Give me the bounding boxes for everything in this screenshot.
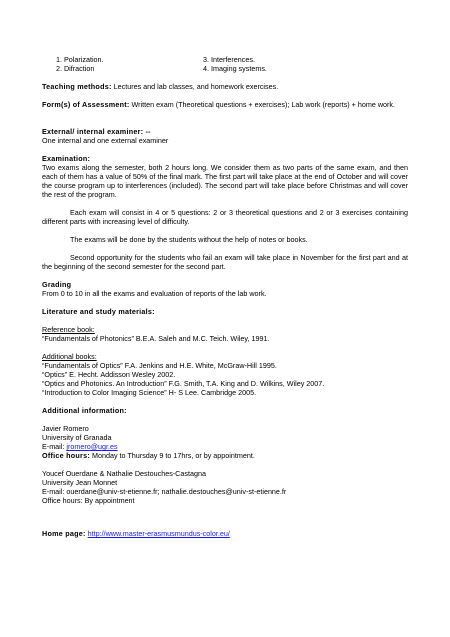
examiner-section xyxy=(42,127,408,145)
office-hours-text: Monday to Thursday 9 to 17hrs, or by appointment. xyxy=(89,451,255,460)
contact-block xyxy=(42,469,408,505)
teaching-methods-section xyxy=(42,82,408,91)
reference-book-label: Reference book: xyxy=(42,325,95,334)
teaching-methods-heading: Teaching methods: xyxy=(42,82,112,91)
teaching-methods-text: Lectures and lab classes, and homework exercises. xyxy=(113,82,279,91)
examination-section xyxy=(42,154,408,199)
topic-item: 3. Interferences. xyxy=(203,55,255,64)
topics-column-left xyxy=(56,55,104,73)
office-hours-label: Office hours: xyxy=(42,451,90,460)
additional-books-block xyxy=(42,352,408,397)
topic-item: 1. Polarization. xyxy=(56,55,104,64)
topic-item: 4. Imaging systems. xyxy=(203,64,267,73)
book-entry: “Fundamentals of Optics” F.A. Jenkins and H.E. White, McGraw-Hill 1995. xyxy=(42,361,277,370)
assessment-text: Written exam (Theoretical questions + exercises); Lab work (reports) + home work. xyxy=(131,100,396,109)
examination-paragraph: Second opportunity for the students who fail an exam will take place in November for the first part and at the beginning of the second semester for the second part. xyxy=(42,253,408,271)
examination-paragraph: Two exams along the semester, both 2 hours long. We consider them as two parts of the same exam, and then each of them has a value of 50% of the final mark. The first part will take place at the end of October and will cover the course program up to interferences (included). The second part will take place before Christmas and will cover the rest of the program. xyxy=(42,163,408,199)
book-entry: “Optics and Photonics. An Introduction” F.G. Smith, T.A. King and D. Wilkins, Wiley 2007. xyxy=(42,379,325,388)
assessment-heading: Form(s) of Assessment: xyxy=(42,100,130,109)
additional-books-label: Additional books: xyxy=(42,352,97,361)
examination-paragraph: The exams will be done by the students without the help of notes or books. xyxy=(70,235,308,244)
grading-text: From 0 to 10 in all the exams and evaluation of reports of the lab work. xyxy=(42,289,267,298)
home-page-link[interactable]: http://www.master-erasmusmundus-color.eu/ xyxy=(87,529,230,538)
topic-item: 2. Difraction xyxy=(56,64,95,73)
topics-column-right xyxy=(203,55,267,73)
contact-university: University Jean Monnet xyxy=(42,478,118,487)
contact-email-label: E-mail: xyxy=(42,442,67,451)
contact-office-hours: Office hours: By appointment xyxy=(42,496,135,505)
grading-section xyxy=(42,280,408,298)
literature-heading: Literature and study materials: xyxy=(42,307,155,316)
grading-heading: Grading xyxy=(42,280,72,289)
contact-email-line xyxy=(42,442,408,451)
home-page-section xyxy=(42,529,408,538)
book-entry: “Optics” E. Hecht. Addisson Wesley 2002. xyxy=(42,370,176,379)
home-page-label: Home page: xyxy=(42,529,86,538)
examiner-text: One internal and one external examiner xyxy=(42,136,169,145)
contact-email-link[interactable]: jromero@ugr.es xyxy=(66,442,118,451)
contact-university: University of Granada xyxy=(42,433,112,442)
book-entry: “Introduction to Color Imaging Science” H- S Lee. Cambridge 2005. xyxy=(42,388,257,397)
additional-information-section xyxy=(42,406,408,415)
contact-name: Javier Romero xyxy=(42,424,89,433)
examiner-heading: External/ internal examiner: -- xyxy=(42,127,151,136)
reference-book-entry: “Fundamentals of Photonics” B.E.A. Saleh and M.C. Teich. Wiley, 1991. xyxy=(42,334,270,343)
assessment-section xyxy=(42,100,408,109)
reference-book-block xyxy=(42,325,408,343)
examination-paragraph: Each exam will consist in 4 or 5 questions: 2 or 3 theoretical questions and 2 or 3 exercises containing different parts with increasing level of difficulty. xyxy=(42,208,408,226)
literature-section xyxy=(42,307,408,316)
contact-name: Youcef Ouerdane & Nathalie Destouches-Castagna xyxy=(42,469,206,478)
examination-heading: Examination: xyxy=(42,154,91,163)
contact-office-hours xyxy=(42,451,408,460)
additional-information-heading: Additional information: xyxy=(42,406,127,415)
contact-block xyxy=(42,424,408,460)
contact-email-line: E-mail: ouerdane@univ-st-etienne.fr; nathalie.destouches@univ-st-etienne.fr xyxy=(42,487,287,496)
